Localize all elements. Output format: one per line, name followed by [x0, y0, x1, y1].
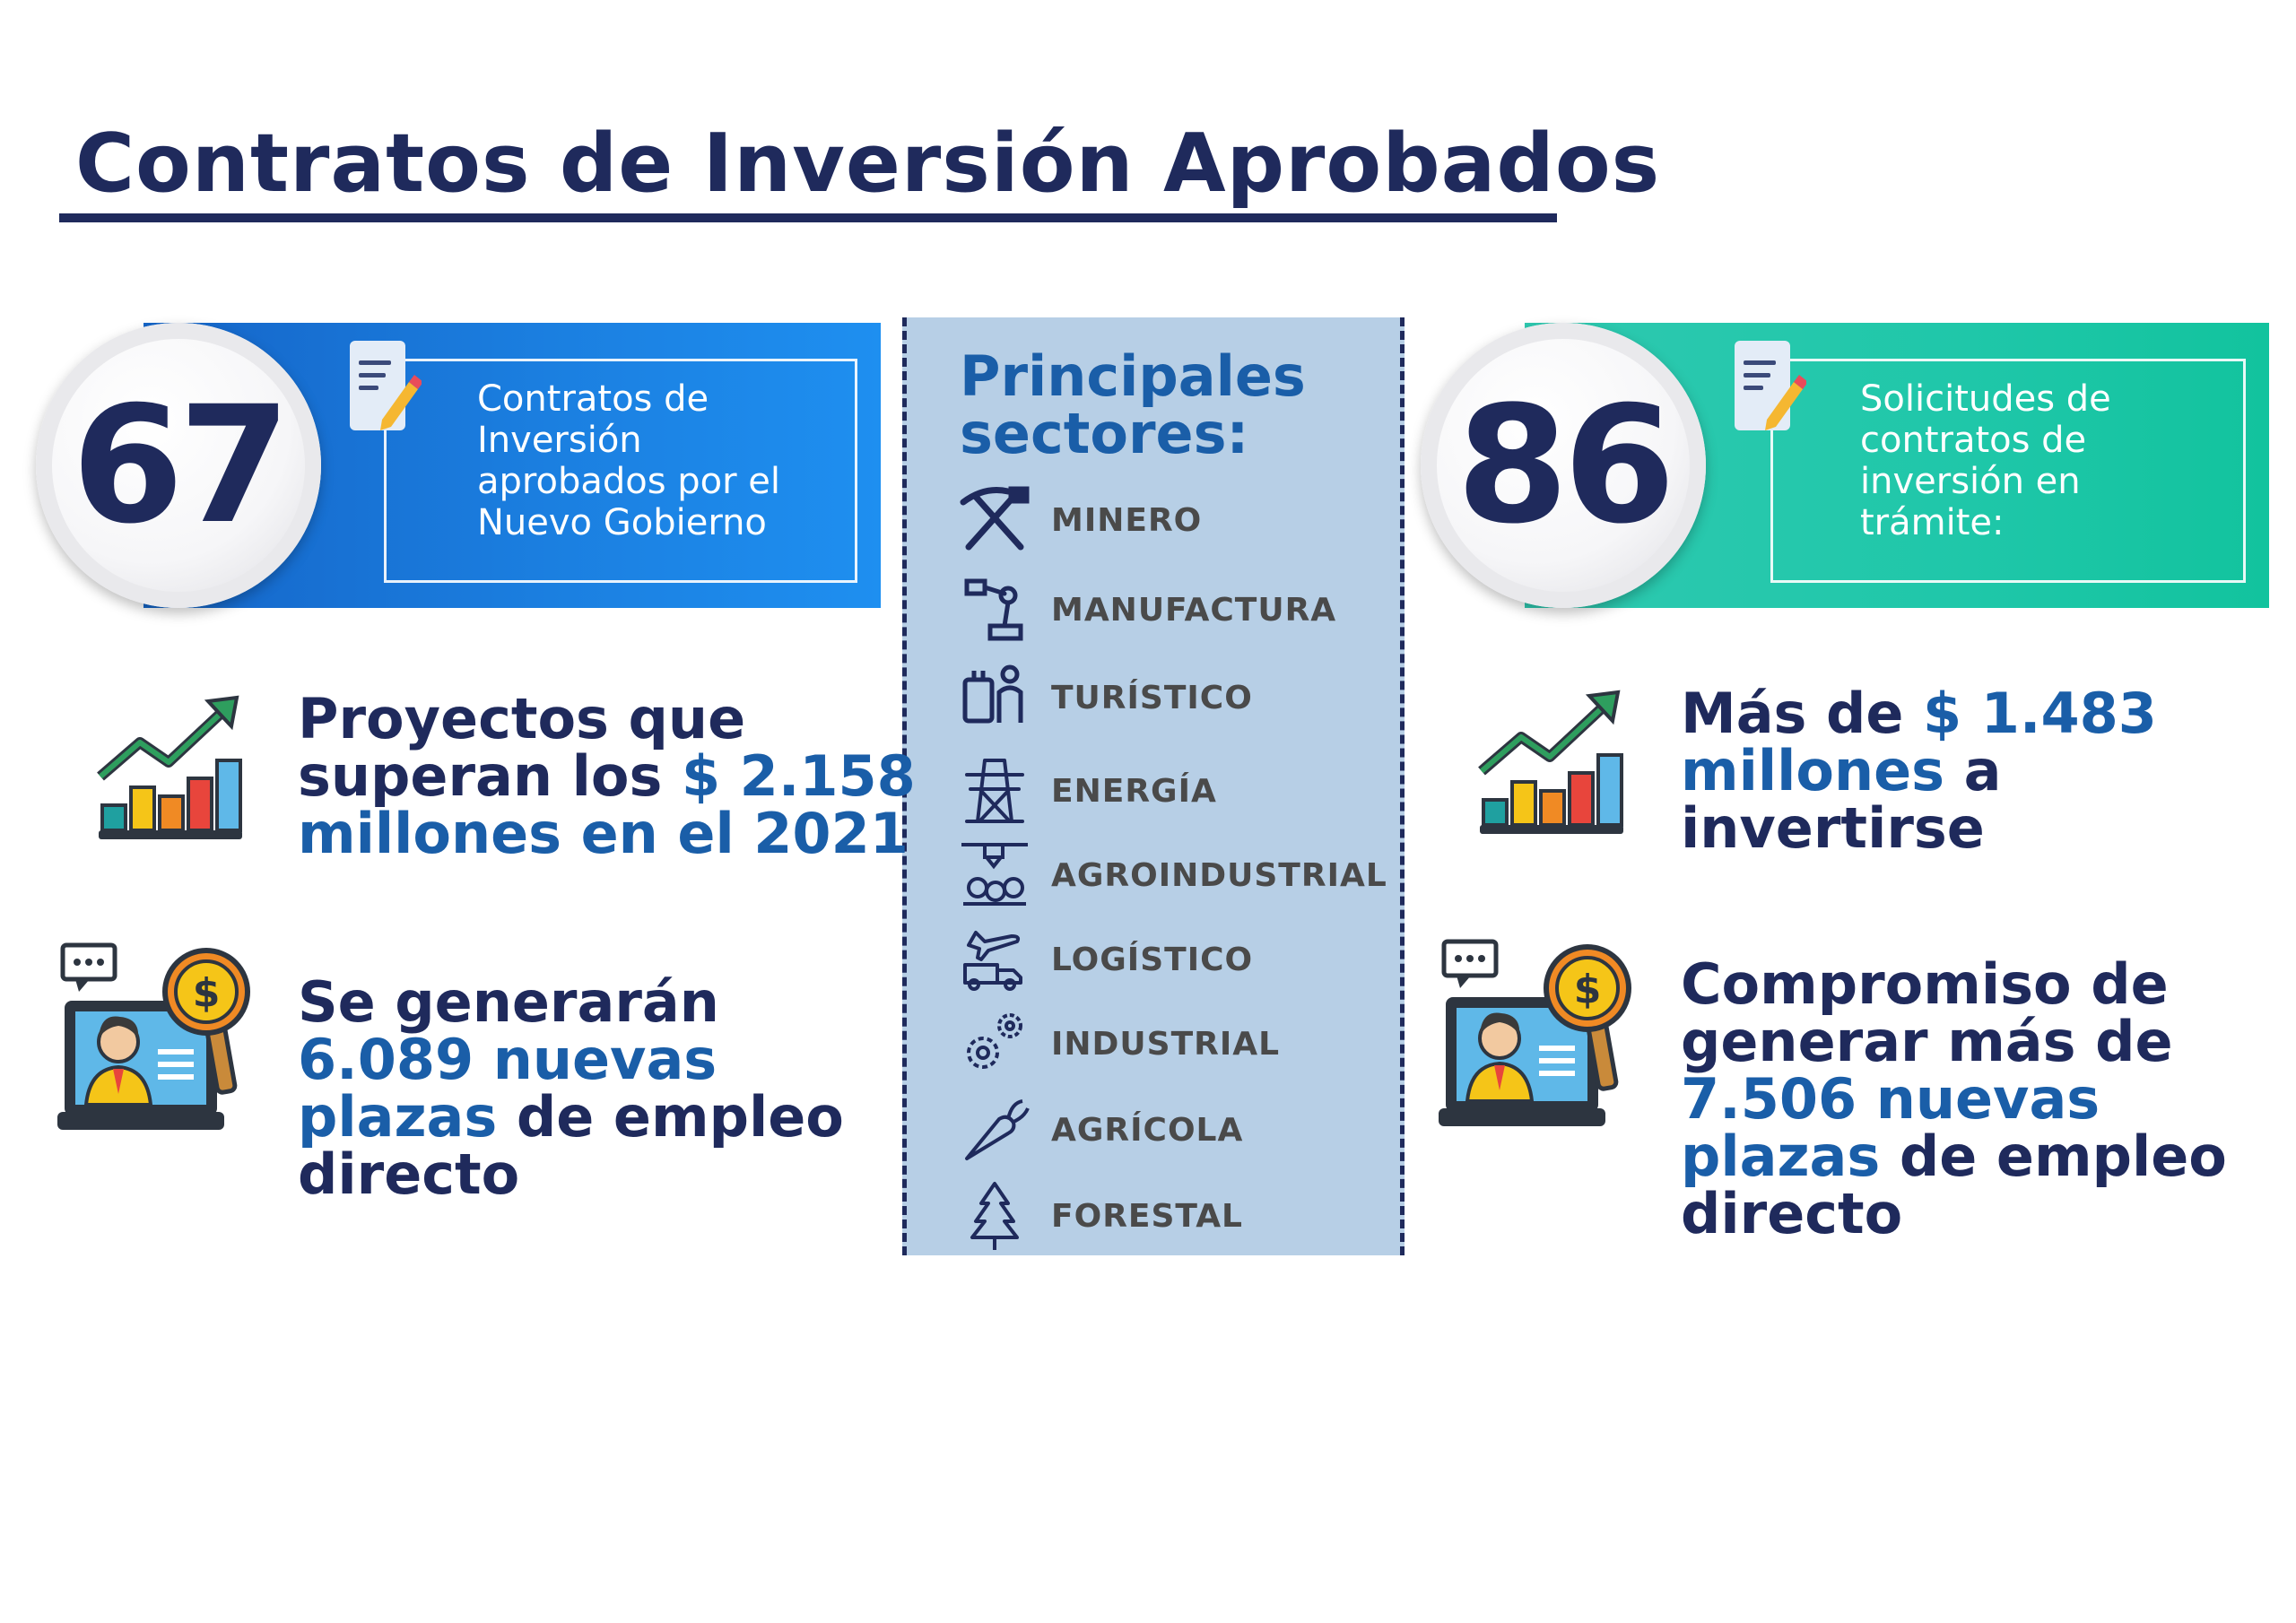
sector-label: MINERO	[1051, 502, 1203, 539]
plane-truck-icon	[958, 924, 1031, 995]
caption-line: Nuevo Gobierno	[477, 502, 767, 543]
employee-laptop-dollar-icon	[54, 942, 260, 1148]
luggage-traveler-icon	[958, 662, 1031, 733]
svg-text:$: $	[192, 970, 221, 1016]
document-pencil-icon	[1731, 337, 1806, 438]
stat-line	[298, 743, 916, 809]
sector-label: MANUFACTURA	[1051, 592, 1337, 629]
robot-arm-icon	[958, 574, 1031, 646]
sector-item-turistico	[958, 662, 1388, 733]
stat-text: superan los	[298, 743, 682, 809]
stat-highlight: $ 1.483	[1923, 681, 2157, 746]
caption-line: inversión en	[1860, 461, 2081, 502]
sector-item-forestal	[958, 1180, 1388, 1252]
sector-item-energia	[958, 755, 1388, 827]
carrot-icon	[958, 1094, 1031, 1166]
caption-line: Inversión	[477, 420, 642, 461]
stat-highlight: plazas	[298, 1084, 498, 1150]
growth-chart-icon	[90, 690, 251, 852]
caption-line: contratos de	[1860, 420, 2087, 461]
sector-label: LOGÍSTICO	[1051, 942, 1254, 978]
caption-line: Contratos de	[477, 378, 709, 420]
sector-item-minero	[958, 484, 1388, 556]
stat-line: directo	[1681, 1181, 1903, 1246]
sectors-title-line: sectores:	[960, 401, 1249, 466]
sector-label: AGRÍCOLA	[1051, 1112, 1244, 1149]
power-tower-icon	[958, 755, 1031, 827]
svg-text:$: $	[1573, 967, 1602, 1012]
commitment-stat	[1681, 951, 2227, 1246]
document-pencil-icon	[346, 337, 422, 438]
approved-count-number: 67	[71, 372, 286, 560]
title-underline	[59, 213, 1557, 222]
stat-highlight: millones	[1681, 738, 1945, 803]
pending-count-number: 86	[1456, 372, 1671, 560]
sectors-title	[960, 343, 1306, 466]
sector-item-agricola	[958, 1094, 1388, 1166]
stat-line: invertirse	[1681, 795, 1985, 861]
pending-requests-caption	[1860, 378, 2111, 543]
caption-line: Solicitudes de	[1860, 378, 2111, 420]
sector-item-agroindustrial	[958, 839, 1388, 911]
jobs-stat	[298, 969, 844, 1207]
stat-text: a	[1944, 738, 2002, 803]
stat-highlight: $ 2.158	[681, 743, 916, 809]
pine-tree-icon	[958, 1180, 1031, 1252]
investment-stat	[1681, 681, 2157, 861]
sector-item-industrial	[958, 1008, 1388, 1080]
stat-highlight: 6.089 nuevas	[298, 1027, 718, 1092]
stat-line: Proyectos que	[298, 686, 746, 751]
sector-item-logistico	[958, 924, 1388, 995]
stat-line: Compromiso de	[1681, 951, 2169, 1017]
stat-line: directo	[298, 1141, 520, 1207]
stat-line	[298, 1084, 844, 1150]
pickaxe-hammer-icon	[958, 484, 1031, 556]
gears-icon	[958, 1008, 1031, 1080]
page-title: Contratos de Inversión Aprobados	[75, 117, 1661, 211]
stat-line: generar más de	[1681, 1009, 2173, 1074]
sectors-title-line: Principales	[960, 343, 1306, 409]
sector-label: TURÍSTICO	[1051, 680, 1253, 716]
sector-item-manufactura	[958, 574, 1388, 646]
stat-text: Más de	[1681, 681, 1924, 746]
stat-highlight: 7.506 nuevas	[1681, 1066, 2100, 1132]
sector-label: INDUSTRIAL	[1051, 1026, 1281, 1063]
stat-line	[1681, 681, 2157, 746]
stat-highlight: plazas	[1681, 1124, 1881, 1189]
stat-text: de empleo	[1880, 1124, 2227, 1189]
stat-text: de empleo	[497, 1084, 844, 1150]
employee-laptop-dollar-icon	[1435, 938, 1641, 1144]
sector-label: ENERGÍA	[1051, 773, 1217, 810]
stat-line	[1681, 1124, 2227, 1189]
sector-label: AGROINDUSTRIAL	[1051, 857, 1387, 894]
caption-line: aprobados por el	[477, 461, 781, 502]
stat-line: Se generarán	[298, 969, 719, 1035]
caption-line: trámite:	[1860, 502, 2005, 543]
stat-highlight: millones en el 2021	[298, 801, 909, 866]
approved-contracts-caption	[477, 378, 780, 543]
projects-stat	[298, 686, 916, 866]
sector-label: FORESTAL	[1051, 1198, 1243, 1235]
stat-line	[1681, 738, 2157, 803]
growth-chart-icon	[1471, 685, 1632, 846]
fruit-processing-icon	[958, 839, 1031, 911]
